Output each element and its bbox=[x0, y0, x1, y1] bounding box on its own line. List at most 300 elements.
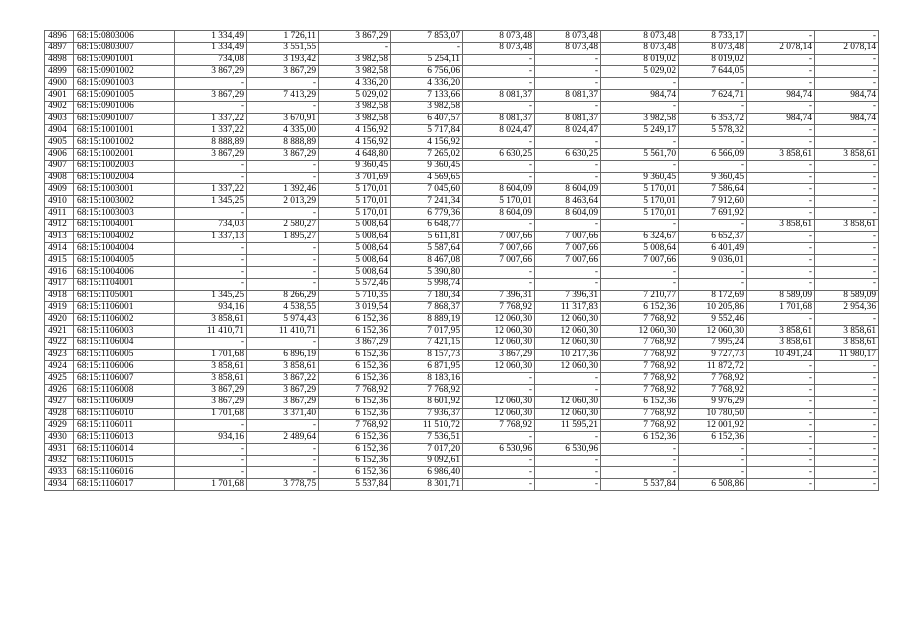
value-cell: - bbox=[815, 137, 879, 149]
value-cell: 1 345,25 bbox=[175, 196, 247, 208]
value-cell: 12 060,30 bbox=[463, 325, 535, 337]
value-cell: 7 644,05 bbox=[679, 66, 747, 78]
value-cell: 6 986,40 bbox=[391, 467, 463, 479]
value-cell: 12 060,30 bbox=[535, 325, 601, 337]
value-cell: 8 172,69 bbox=[679, 290, 747, 302]
value-cell: 12 060,30 bbox=[601, 325, 679, 337]
value-cell: 8 073,48 bbox=[679, 42, 747, 54]
row-number-cell: 4906 bbox=[45, 148, 74, 160]
value-cell: 3 858,61 bbox=[747, 219, 815, 231]
value-cell: - bbox=[747, 314, 815, 326]
value-cell: - bbox=[463, 266, 535, 278]
value-cell: 1 334,49 bbox=[175, 42, 247, 54]
row-number-cell: 4910 bbox=[45, 196, 74, 208]
table-row bbox=[45, 396, 879, 408]
cadastral-code-cell: 68:15:1106001 bbox=[74, 302, 175, 314]
value-cell: - bbox=[815, 361, 879, 373]
value-cell: - bbox=[535, 172, 601, 184]
value-cell: 1 345,25 bbox=[175, 290, 247, 302]
table-row bbox=[45, 148, 879, 160]
value-cell: - bbox=[815, 243, 879, 255]
cadastral-code-cell: 68:15:1002004 bbox=[74, 172, 175, 184]
value-cell: - bbox=[815, 160, 879, 172]
value-cell: 8 604,09 bbox=[463, 184, 535, 196]
value-cell: 6 152,36 bbox=[601, 396, 679, 408]
value-cell: 734,03 bbox=[175, 219, 247, 231]
value-cell: 934,16 bbox=[175, 432, 247, 444]
row-number-cell: 4920 bbox=[45, 314, 74, 326]
value-cell: - bbox=[247, 455, 319, 467]
row-number-cell: 4912 bbox=[45, 219, 74, 231]
table-row bbox=[45, 231, 879, 243]
cadastral-code-cell: 68:15:1105001 bbox=[74, 290, 175, 302]
value-cell: - bbox=[815, 373, 879, 385]
value-cell: 2 489,64 bbox=[247, 432, 319, 444]
row-number-cell: 4918 bbox=[45, 290, 74, 302]
value-cell: 11 595,21 bbox=[535, 420, 601, 432]
table-row bbox=[45, 420, 879, 432]
row-number-cell: 4922 bbox=[45, 337, 74, 349]
value-cell: 6 871,95 bbox=[391, 361, 463, 373]
cadastral-code-cell: 68:15:1106007 bbox=[74, 373, 175, 385]
value-cell: 1 337,13 bbox=[175, 231, 247, 243]
value-cell: 3 670,91 bbox=[247, 113, 319, 125]
value-cell: - bbox=[463, 373, 535, 385]
value-cell: 8 733,17 bbox=[679, 31, 747, 43]
value-cell: - bbox=[815, 31, 879, 43]
value-cell: - bbox=[747, 361, 815, 373]
cadastral-code-cell: 68:15:1106011 bbox=[74, 420, 175, 432]
row-number-cell: 4926 bbox=[45, 384, 74, 396]
value-cell: 4 538,55 bbox=[247, 302, 319, 314]
value-cell: 7 007,66 bbox=[463, 255, 535, 267]
value-cell: 9 092,61 bbox=[391, 455, 463, 467]
value-cell: 5 170,01 bbox=[601, 184, 679, 196]
row-number-cell: 4907 bbox=[45, 160, 74, 172]
value-cell: - bbox=[463, 479, 535, 491]
table-row bbox=[45, 160, 879, 172]
value-cell: 3 858,61 bbox=[815, 337, 879, 349]
value-cell: 3 867,29 bbox=[175, 396, 247, 408]
value-cell: 5 008,64 bbox=[319, 219, 391, 231]
value-cell: - bbox=[747, 66, 815, 78]
cadastral-code-cell: 68:15:1004005 bbox=[74, 255, 175, 267]
value-cell: 9 976,29 bbox=[679, 396, 747, 408]
value-cell: 7 768,92 bbox=[463, 302, 535, 314]
value-cell: 984,74 bbox=[601, 89, 679, 101]
cadastral-code-cell: 68:15:1106008 bbox=[74, 384, 175, 396]
value-cell: - bbox=[463, 432, 535, 444]
value-cell: - bbox=[535, 455, 601, 467]
value-cell: - bbox=[463, 78, 535, 90]
value-cell: 11 410,71 bbox=[175, 325, 247, 337]
table-row bbox=[45, 101, 879, 113]
value-cell: 3 867,29 bbox=[319, 31, 391, 43]
value-cell: 5 390,80 bbox=[391, 266, 463, 278]
value-cell: - bbox=[747, 125, 815, 137]
value-cell: - bbox=[175, 266, 247, 278]
value-cell: 7 768,92 bbox=[319, 384, 391, 396]
value-cell: 5 537,84 bbox=[319, 479, 391, 491]
value-cell: 5 170,01 bbox=[601, 207, 679, 219]
value-cell: 11 872,72 bbox=[679, 361, 747, 373]
row-number-cell: 4897 bbox=[45, 42, 74, 54]
value-cell: 8 889,19 bbox=[391, 314, 463, 326]
value-cell: 5 998,74 bbox=[391, 278, 463, 290]
row-number-cell: 4915 bbox=[45, 255, 74, 267]
value-cell: - bbox=[463, 54, 535, 66]
value-cell: 6 152,36 bbox=[319, 467, 391, 479]
value-cell: - bbox=[391, 42, 463, 54]
row-number-cell: 4914 bbox=[45, 243, 74, 255]
value-cell: 7 768,92 bbox=[601, 361, 679, 373]
value-cell: 11 317,83 bbox=[535, 302, 601, 314]
value-cell: - bbox=[247, 420, 319, 432]
cadastral-code-cell: 68:15:1003001 bbox=[74, 184, 175, 196]
table-row bbox=[45, 384, 879, 396]
table-row bbox=[45, 314, 879, 326]
cadastral-code-cell: 68:15:1106004 bbox=[74, 337, 175, 349]
table-row bbox=[45, 89, 879, 101]
value-cell: 3 371,40 bbox=[247, 408, 319, 420]
value-cell: 8 073,48 bbox=[601, 31, 679, 43]
value-cell: 6 407,57 bbox=[391, 113, 463, 125]
value-cell: 5 008,64 bbox=[601, 243, 679, 255]
row-number-cell: 4904 bbox=[45, 125, 74, 137]
value-cell: 6 152,36 bbox=[679, 432, 747, 444]
cadastral-code-cell: 68:15:0901005 bbox=[74, 89, 175, 101]
value-cell: 3 982,58 bbox=[319, 66, 391, 78]
value-cell: - bbox=[601, 467, 679, 479]
value-cell: 3 867,29 bbox=[175, 148, 247, 160]
value-cell: 3 982,58 bbox=[319, 54, 391, 66]
row-number-cell: 4925 bbox=[45, 373, 74, 385]
value-cell: - bbox=[747, 278, 815, 290]
table-row bbox=[45, 337, 879, 349]
value-cell: 11 510,72 bbox=[391, 420, 463, 432]
row-number-cell: 4901 bbox=[45, 89, 74, 101]
value-cell: - bbox=[679, 101, 747, 113]
value-cell: 8 888,89 bbox=[175, 137, 247, 149]
value-cell: 1 701,68 bbox=[747, 302, 815, 314]
value-cell: 8 081,37 bbox=[535, 113, 601, 125]
value-cell: - bbox=[747, 396, 815, 408]
value-cell: 7 868,37 bbox=[391, 302, 463, 314]
value-cell: 984,74 bbox=[815, 113, 879, 125]
value-cell: - bbox=[463, 219, 535, 231]
value-cell: 8 073,48 bbox=[535, 42, 601, 54]
value-cell: - bbox=[815, 479, 879, 491]
value-cell: - bbox=[175, 160, 247, 172]
value-cell: 8 024,47 bbox=[535, 125, 601, 137]
value-cell: 6 566,09 bbox=[679, 148, 747, 160]
value-cell: - bbox=[175, 420, 247, 432]
value-cell: 6 152,36 bbox=[319, 349, 391, 361]
value-cell: 10 205,86 bbox=[679, 302, 747, 314]
table-row bbox=[45, 31, 879, 43]
value-cell: - bbox=[175, 101, 247, 113]
value-cell: 7 768,92 bbox=[391, 384, 463, 396]
value-cell: - bbox=[815, 384, 879, 396]
value-cell: 4 336,20 bbox=[391, 78, 463, 90]
value-cell: 7 210,77 bbox=[601, 290, 679, 302]
value-cell: 7 912,60 bbox=[679, 196, 747, 208]
value-cell: - bbox=[535, 101, 601, 113]
value-cell: 8 073,48 bbox=[463, 31, 535, 43]
value-cell: 6 152,36 bbox=[319, 325, 391, 337]
row-number-cell: 4931 bbox=[45, 443, 74, 455]
value-cell: - bbox=[463, 137, 535, 149]
value-cell: 3 193,42 bbox=[247, 54, 319, 66]
value-cell: 7 180,34 bbox=[391, 290, 463, 302]
value-cell: - bbox=[815, 408, 879, 420]
value-cell: - bbox=[535, 78, 601, 90]
value-cell: 5 170,01 bbox=[319, 196, 391, 208]
value-cell: 7 768,92 bbox=[601, 373, 679, 385]
value-cell: 7 853,07 bbox=[391, 31, 463, 43]
value-cell: 3 982,58 bbox=[319, 113, 391, 125]
value-cell: 5 170,01 bbox=[319, 207, 391, 219]
value-cell: - bbox=[815, 266, 879, 278]
value-cell: 8 073,48 bbox=[463, 42, 535, 54]
value-cell: 934,16 bbox=[175, 302, 247, 314]
value-cell: 8 589,09 bbox=[815, 290, 879, 302]
value-cell: 9 036,01 bbox=[679, 255, 747, 267]
value-cell: 7 624,71 bbox=[679, 89, 747, 101]
value-cell: 4 569,65 bbox=[391, 172, 463, 184]
value-cell: - bbox=[815, 420, 879, 432]
value-cell: 7 007,66 bbox=[535, 255, 601, 267]
value-cell: 8 024,47 bbox=[463, 125, 535, 137]
value-cell: - bbox=[815, 125, 879, 137]
cadastral-code-cell: 68:15:0901002 bbox=[74, 66, 175, 78]
value-cell: 3 551,55 bbox=[247, 42, 319, 54]
table-row bbox=[45, 290, 879, 302]
value-cell: 7 768,92 bbox=[601, 337, 679, 349]
table-row bbox=[45, 54, 879, 66]
cadastral-code-cell: 68:15:1003002 bbox=[74, 196, 175, 208]
value-cell: - bbox=[175, 172, 247, 184]
value-cell: 3 858,61 bbox=[815, 325, 879, 337]
value-cell: 6 530,96 bbox=[463, 443, 535, 455]
value-cell: 10 780,50 bbox=[679, 408, 747, 420]
value-cell: 2 580,27 bbox=[247, 219, 319, 231]
value-cell: - bbox=[535, 432, 601, 444]
value-cell: - bbox=[535, 467, 601, 479]
value-cell: 2 013,29 bbox=[247, 196, 319, 208]
value-cell: - bbox=[815, 396, 879, 408]
cadastral-code-cell: 68:15:1004002 bbox=[74, 231, 175, 243]
value-cell: 7 007,66 bbox=[463, 231, 535, 243]
value-cell: 9 552,46 bbox=[679, 314, 747, 326]
value-cell: 12 060,30 bbox=[463, 396, 535, 408]
value-cell: - bbox=[815, 432, 879, 444]
table-row bbox=[45, 42, 879, 54]
cadastral-code-cell: 68:15:1106016 bbox=[74, 467, 175, 479]
value-cell: 5 254,11 bbox=[391, 54, 463, 66]
value-cell: 7 536,51 bbox=[391, 432, 463, 444]
row-number-cell: 4909 bbox=[45, 184, 74, 196]
value-cell: - bbox=[747, 373, 815, 385]
value-cell: 984,74 bbox=[747, 89, 815, 101]
value-cell: 3 867,29 bbox=[247, 384, 319, 396]
value-cell: 8 157,73 bbox=[391, 349, 463, 361]
value-cell: 6 152,36 bbox=[319, 443, 391, 455]
cadastral-code-cell: 68:15:1106014 bbox=[74, 443, 175, 455]
value-cell: 7 768,92 bbox=[601, 314, 679, 326]
value-cell: - bbox=[175, 443, 247, 455]
value-cell: 1 337,22 bbox=[175, 113, 247, 125]
value-cell: 3 867,29 bbox=[247, 396, 319, 408]
row-number-cell: 4903 bbox=[45, 113, 74, 125]
cadastral-code-cell: 68:15:0901001 bbox=[74, 54, 175, 66]
value-cell: - bbox=[747, 196, 815, 208]
cadastral-code-cell: 68:15:1106002 bbox=[74, 314, 175, 326]
value-cell: 6 648,77 bbox=[391, 219, 463, 231]
value-cell: 6 756,06 bbox=[391, 66, 463, 78]
value-cell: 5 029,02 bbox=[319, 89, 391, 101]
value-cell: 3 858,61 bbox=[175, 361, 247, 373]
table-body bbox=[45, 31, 879, 491]
cadastral-code-cell: 68:15:1001001 bbox=[74, 125, 175, 137]
value-cell: 12 060,30 bbox=[535, 408, 601, 420]
row-number-cell: 4921 bbox=[45, 325, 74, 337]
value-cell: 2 954,36 bbox=[815, 302, 879, 314]
value-cell: 8 463,64 bbox=[535, 196, 601, 208]
cadastral-code-cell: 68:15:1106013 bbox=[74, 432, 175, 444]
value-cell: - bbox=[747, 31, 815, 43]
value-cell: 3 858,61 bbox=[747, 337, 815, 349]
value-cell: 8 301,71 bbox=[391, 479, 463, 491]
value-cell: 2 078,14 bbox=[815, 42, 879, 54]
value-cell: - bbox=[601, 78, 679, 90]
table-row bbox=[45, 196, 879, 208]
value-cell: - bbox=[247, 172, 319, 184]
value-cell: 5 008,64 bbox=[319, 255, 391, 267]
value-cell: 6 152,36 bbox=[319, 432, 391, 444]
value-cell: 8 604,09 bbox=[535, 207, 601, 219]
row-number-cell: 4933 bbox=[45, 467, 74, 479]
value-cell: - bbox=[747, 467, 815, 479]
cadastral-code-cell: 68:15:0901006 bbox=[74, 101, 175, 113]
cadastral-code-cell: 68:15:0901003 bbox=[74, 78, 175, 90]
value-cell: - bbox=[679, 443, 747, 455]
value-cell: 5 170,01 bbox=[319, 184, 391, 196]
value-cell: 3 019,54 bbox=[319, 302, 391, 314]
cadastral-code-cell: 68:15:1004001 bbox=[74, 219, 175, 231]
value-cell: 2 078,14 bbox=[747, 42, 815, 54]
value-cell: - bbox=[247, 255, 319, 267]
value-cell: 5 587,64 bbox=[391, 243, 463, 255]
value-cell: - bbox=[747, 137, 815, 149]
value-cell: 12 060,30 bbox=[463, 337, 535, 349]
value-cell: 7 936,37 bbox=[391, 408, 463, 420]
value-cell: 8 266,29 bbox=[247, 290, 319, 302]
cadastral-code-cell: 68:15:1106015 bbox=[74, 455, 175, 467]
row-number-cell: 4924 bbox=[45, 361, 74, 373]
cadastral-code-cell: 68:15:1106017 bbox=[74, 479, 175, 491]
row-number-cell: 4917 bbox=[45, 278, 74, 290]
value-cell: - bbox=[815, 443, 879, 455]
value-cell: - bbox=[747, 384, 815, 396]
value-cell: 6 508,86 bbox=[679, 479, 747, 491]
table-row bbox=[45, 373, 879, 385]
value-cell: - bbox=[601, 219, 679, 231]
value-cell: 6 152,36 bbox=[319, 361, 391, 373]
value-cell: - bbox=[815, 101, 879, 113]
table-row bbox=[45, 349, 879, 361]
value-cell: 7 768,92 bbox=[679, 384, 747, 396]
value-cell: 7 133,66 bbox=[391, 89, 463, 101]
value-cell: - bbox=[463, 101, 535, 113]
value-cell: 6 152,36 bbox=[319, 373, 391, 385]
value-cell: 8 073,48 bbox=[601, 42, 679, 54]
cadastral-code-cell: 68:15:1106009 bbox=[74, 396, 175, 408]
table-row bbox=[45, 443, 879, 455]
value-cell: - bbox=[747, 479, 815, 491]
value-cell: 5 249,17 bbox=[601, 125, 679, 137]
value-cell: 984,74 bbox=[815, 89, 879, 101]
cadastral-code-cell: 68:15:1003003 bbox=[74, 207, 175, 219]
value-cell: 8 467,08 bbox=[391, 255, 463, 267]
value-cell: - bbox=[175, 467, 247, 479]
value-cell: - bbox=[247, 443, 319, 455]
value-cell: 5 561,70 bbox=[601, 148, 679, 160]
value-cell: 1 701,68 bbox=[175, 479, 247, 491]
value-cell: 8 019,02 bbox=[679, 54, 747, 66]
data-table bbox=[44, 30, 879, 491]
table-row bbox=[45, 455, 879, 467]
value-cell: - bbox=[463, 455, 535, 467]
value-cell: - bbox=[175, 278, 247, 290]
value-cell: - bbox=[747, 408, 815, 420]
value-cell: 8 888,89 bbox=[247, 137, 319, 149]
value-cell: - bbox=[601, 101, 679, 113]
value-cell: - bbox=[815, 78, 879, 90]
value-cell: 7 691,92 bbox=[679, 207, 747, 219]
value-cell: - bbox=[747, 101, 815, 113]
value-cell: 7 421,15 bbox=[391, 337, 463, 349]
value-cell: 6 152,36 bbox=[319, 396, 391, 408]
value-cell: - bbox=[815, 314, 879, 326]
value-cell: - bbox=[747, 78, 815, 90]
value-cell: 9 360,45 bbox=[391, 160, 463, 172]
value-cell: 6 630,25 bbox=[535, 148, 601, 160]
value-cell: - bbox=[815, 255, 879, 267]
value-cell: 8 073,48 bbox=[535, 31, 601, 43]
value-cell: - bbox=[247, 278, 319, 290]
value-cell: - bbox=[535, 137, 601, 149]
table-row bbox=[45, 361, 879, 373]
value-cell: 3 982,58 bbox=[391, 101, 463, 113]
value-cell: - bbox=[601, 266, 679, 278]
value-cell: 6 152,36 bbox=[319, 314, 391, 326]
value-cell: 6 652,37 bbox=[679, 231, 747, 243]
cadastral-code-cell: 68:15:1004006 bbox=[74, 266, 175, 278]
value-cell: - bbox=[601, 160, 679, 172]
value-cell: - bbox=[747, 54, 815, 66]
value-cell: - bbox=[463, 66, 535, 78]
value-cell: 8 601,92 bbox=[391, 396, 463, 408]
value-cell: 4 648,80 bbox=[319, 148, 391, 160]
value-cell: - bbox=[815, 231, 879, 243]
value-cell: - bbox=[679, 160, 747, 172]
value-cell: 3 867,29 bbox=[175, 66, 247, 78]
value-cell: 7 396,31 bbox=[463, 290, 535, 302]
value-cell: - bbox=[747, 255, 815, 267]
row-number-cell: 4916 bbox=[45, 266, 74, 278]
value-cell: - bbox=[247, 160, 319, 172]
